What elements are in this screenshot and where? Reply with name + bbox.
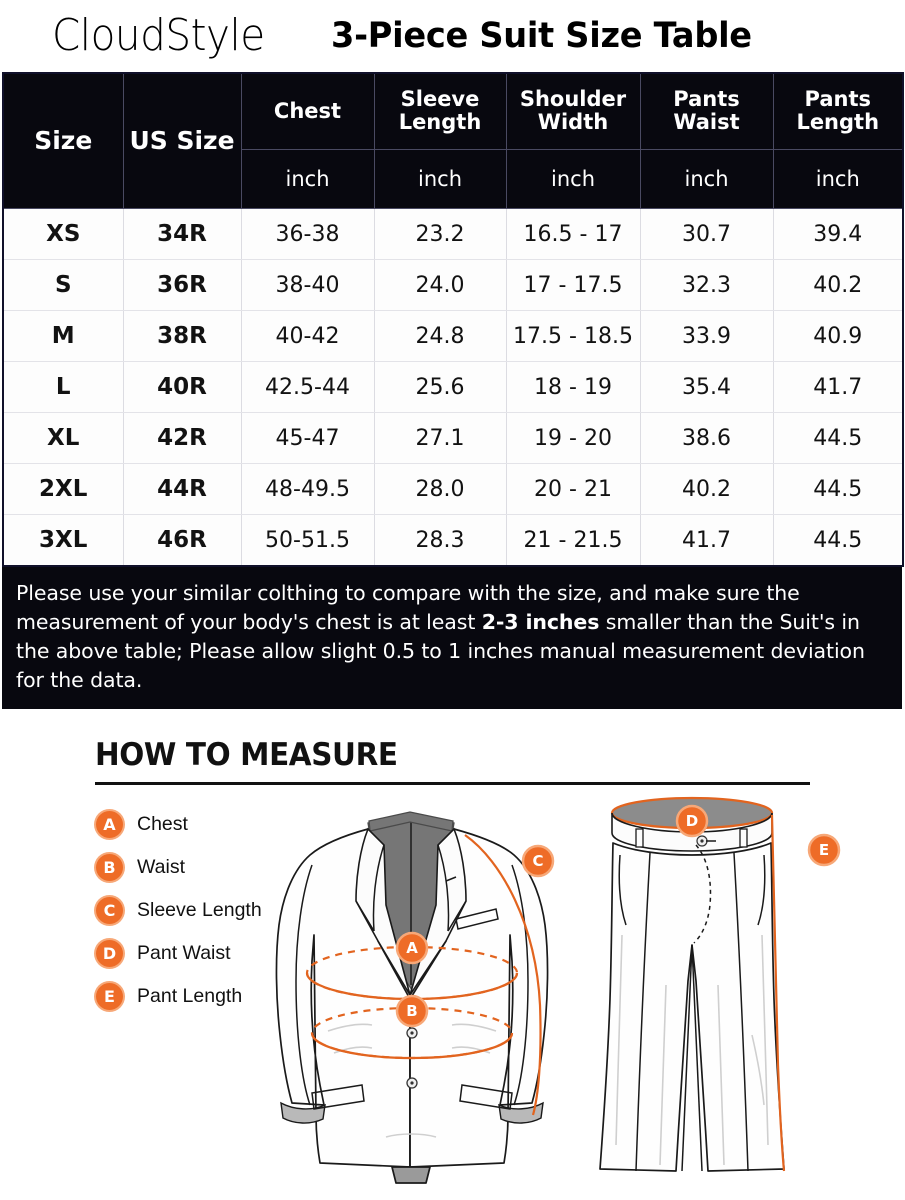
pants-illustration <box>600 798 839 1171</box>
legend-badge-icon: D <box>96 940 123 967</box>
cell-chest: 38-40 <box>241 260 374 311</box>
table-body <box>3 209 903 567</box>
note-text-part1: Please use your similar colthing to compare with the size, and make sure the measurement of your body's chest is at least <box>16 581 800 635</box>
cell-pants-waist: 30.7 <box>640 209 773 260</box>
cell-chest: 50-51.5 <box>241 515 374 567</box>
cell-shoulder-width: 17.5 - 18.5 <box>506 311 640 362</box>
brand-header <box>0 0 905 72</box>
unit-header-pants-waist: inch <box>640 149 773 208</box>
cell-pants-length: 44.5 <box>773 464 903 515</box>
suit-jacket-illustration <box>276 812 553 1183</box>
cell-pants-length: 40.2 <box>773 260 903 311</box>
cloudstyle-logo: CloudStyle <box>52 10 265 61</box>
cell-us-size: 42R <box>123 413 241 464</box>
cell-sleeve-length: 28.0 <box>374 464 506 515</box>
legend-label: Chest <box>137 813 188 836</box>
cell-pants-length: 39.4 <box>773 209 903 260</box>
table-row <box>3 464 903 515</box>
cell-sleeve-length: 28.3 <box>374 515 506 567</box>
legend-label: Pant Waist <box>137 942 231 965</box>
table-row <box>3 260 903 311</box>
cell-us-size: 36R <box>123 260 241 311</box>
cell-size: 2XL <box>3 464 123 515</box>
cell-pants-length: 40.9 <box>773 311 903 362</box>
unit-header-sleeve-length: inch <box>374 149 506 208</box>
cell-shoulder-width: 18 - 19 <box>506 362 640 413</box>
marker-a-chest <box>397 933 427 963</box>
size-table-container <box>0 72 905 567</box>
legend-badge-icon: A <box>96 811 123 838</box>
note-emphasis: 2-3 inches <box>481 610 600 635</box>
table-header <box>3 73 903 209</box>
cell-shoulder-width: 19 - 20 <box>506 413 640 464</box>
measurement-illustrations <box>250 785 900 1185</box>
size-note <box>2 567 902 709</box>
marker-c-label: C <box>532 852 544 871</box>
cell-shoulder-width: 17 - 17.5 <box>506 260 640 311</box>
cell-pants-waist: 35.4 <box>640 362 773 413</box>
legend-label: Pant Length <box>137 985 243 1008</box>
marker-d-pant-waist <box>677 806 707 836</box>
marker-d-label: D <box>685 812 699 831</box>
legend-badge-icon: C <box>96 897 123 924</box>
cell-sleeve-length: 27.1 <box>374 413 506 464</box>
marker-b-label: B <box>406 1002 418 1021</box>
cell-us-size: 44R <box>123 464 241 515</box>
cell-chest: 40-42 <box>241 311 374 362</box>
legend-label: Waist <box>137 856 186 879</box>
marker-e-label: E <box>818 841 830 860</box>
legend-badge-icon: E <box>96 983 123 1010</box>
cell-us-size: 34R <box>123 209 241 260</box>
cell-pants-length: 44.5 <box>773 413 903 464</box>
page-title: 3-Piece Suit Size Table <box>331 16 753 56</box>
note-text-part2: smaller than the Suit's in the above table; Please allow slight 0.5 to 1 inches manual measurement deviation for the data. <box>16 610 865 693</box>
marker-c-sleeve <box>523 846 553 876</box>
column-header-us-size: US Size <box>123 73 241 209</box>
cell-us-size: 40R <box>123 362 241 413</box>
measure-body <box>0 785 905 1185</box>
unit-header-shoulder-width: inch <box>506 149 640 208</box>
unit-header-pants-length: inch <box>773 149 903 208</box>
cell-sleeve-length: 24.0 <box>374 260 506 311</box>
cell-sleeve-length: 25.6 <box>374 362 506 413</box>
cell-chest: 48-49.5 <box>241 464 374 515</box>
cell-pants-waist: 40.2 <box>640 464 773 515</box>
column-header-shoulder-width: Shoulder Width <box>506 73 640 149</box>
cell-us-size: 38R <box>123 311 241 362</box>
marker-a-label: A <box>406 939 418 958</box>
column-header-pants-waist: Pants Waist <box>640 73 773 149</box>
table-row <box>3 311 903 362</box>
cell-shoulder-width: 21 - 21.5 <box>506 515 640 567</box>
table-row <box>3 515 903 567</box>
cell-pants-waist: 41.7 <box>640 515 773 567</box>
cell-pants-waist: 38.6 <box>640 413 773 464</box>
how-to-measure-title: HOW TO MEASURE <box>95 737 398 774</box>
cell-size: 3XL <box>3 515 123 567</box>
how-to-measure-section <box>0 709 905 1185</box>
cell-pants-waist: 32.3 <box>640 260 773 311</box>
cell-pants-length: 44.5 <box>773 515 903 567</box>
cell-size: M <box>3 311 123 362</box>
table-row <box>3 209 903 260</box>
cell-pants-waist: 33.9 <box>640 311 773 362</box>
column-header-chest: Chest <box>241 73 374 149</box>
marker-b-waist <box>397 996 427 1026</box>
cell-shoulder-width: 16.5 - 17 <box>506 209 640 260</box>
cell-shoulder-width: 20 - 21 <box>506 464 640 515</box>
cell-pants-length: 41.7 <box>773 362 903 413</box>
cell-size: S <box>3 260 123 311</box>
column-header-pants-length: Pants Length <box>773 73 903 149</box>
cell-chest: 45-47 <box>241 413 374 464</box>
cell-us-size: 46R <box>123 515 241 567</box>
cell-size: L <box>3 362 123 413</box>
cell-sleeve-length: 23.2 <box>374 209 506 260</box>
unit-header-chest: inch <box>241 149 374 208</box>
table-row <box>3 413 903 464</box>
column-header-sleeve-length: Sleeve Length <box>374 73 506 149</box>
table-row <box>3 362 903 413</box>
cell-size: XS <box>3 209 123 260</box>
cell-size: XL <box>3 413 123 464</box>
cell-chest: 36-38 <box>241 209 374 260</box>
legend-label: Sleeve Length <box>137 899 262 922</box>
cell-sleeve-length: 24.8 <box>374 311 506 362</box>
size-chart-table <box>2 72 904 567</box>
legend-badge-icon: B <box>96 854 123 881</box>
cell-chest: 42.5-44 <box>241 362 374 413</box>
marker-e-pant-length <box>809 835 839 865</box>
column-header-size: Size <box>3 73 123 209</box>
